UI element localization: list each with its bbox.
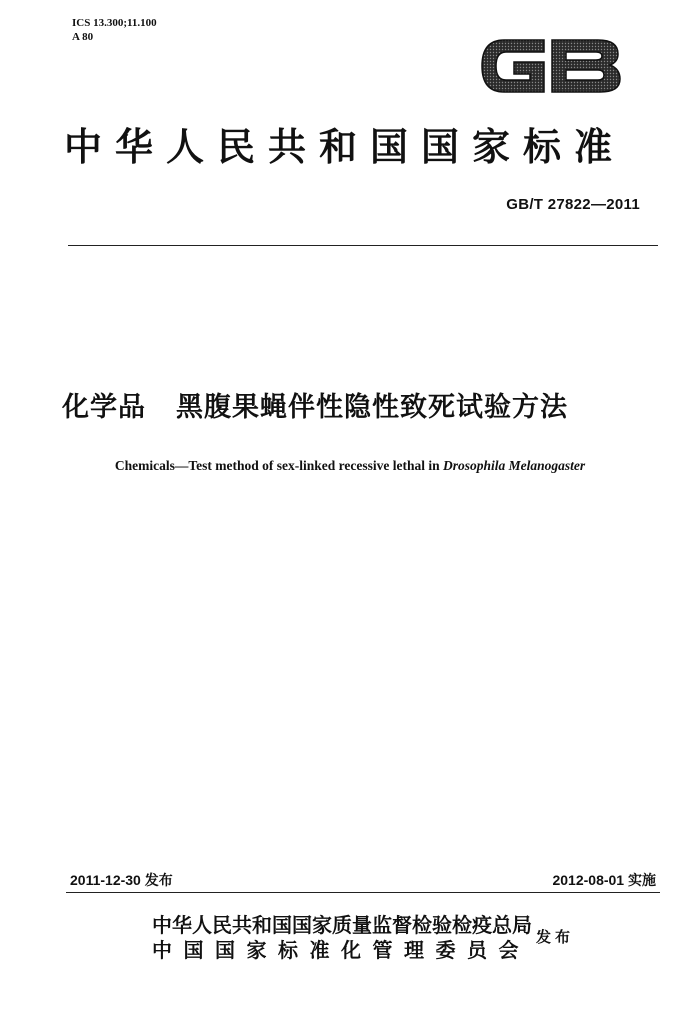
- gb-standard-logo-icon: [474, 30, 624, 102]
- issuer-line-1: 中华人民共和国国家质量监督检验检疫总局: [152, 913, 532, 937]
- title-cn-part2: 黑腹果蝇伴性隐性致死试验方法: [176, 392, 568, 423]
- header-divider: [68, 245, 658, 246]
- standard-number: GB/T 27822—2011: [506, 196, 640, 213]
- title-en-italic: Drosophila Melanogaster: [442, 458, 586, 473]
- title-cn-part1: 化学品: [62, 392, 146, 423]
- standard-title-en: [0, 456, 700, 476]
- ccs-code: A 80: [72, 31, 94, 43]
- implementation-date: 2012-08-01 实施: [552, 872, 656, 888]
- issue-date: 2011-12-30 发布: [70, 872, 173, 888]
- standard-title-cn: [62, 388, 568, 428]
- ics-code: ICS 13.300;11.100: [72, 17, 157, 29]
- issuer-line-2: 中国国家标准化管理委员会: [152, 938, 530, 962]
- national-standard-title: 中华人民共和国国家标准: [64, 124, 626, 169]
- issuing-authorities: [152, 913, 532, 963]
- title-en-plain: Chemicals—Test method of sex-linked recessive lethal in: [114, 458, 443, 473]
- footer-divider: [66, 892, 660, 893]
- classification-codes: [72, 16, 157, 44]
- publish-label: 发布: [536, 928, 575, 946]
